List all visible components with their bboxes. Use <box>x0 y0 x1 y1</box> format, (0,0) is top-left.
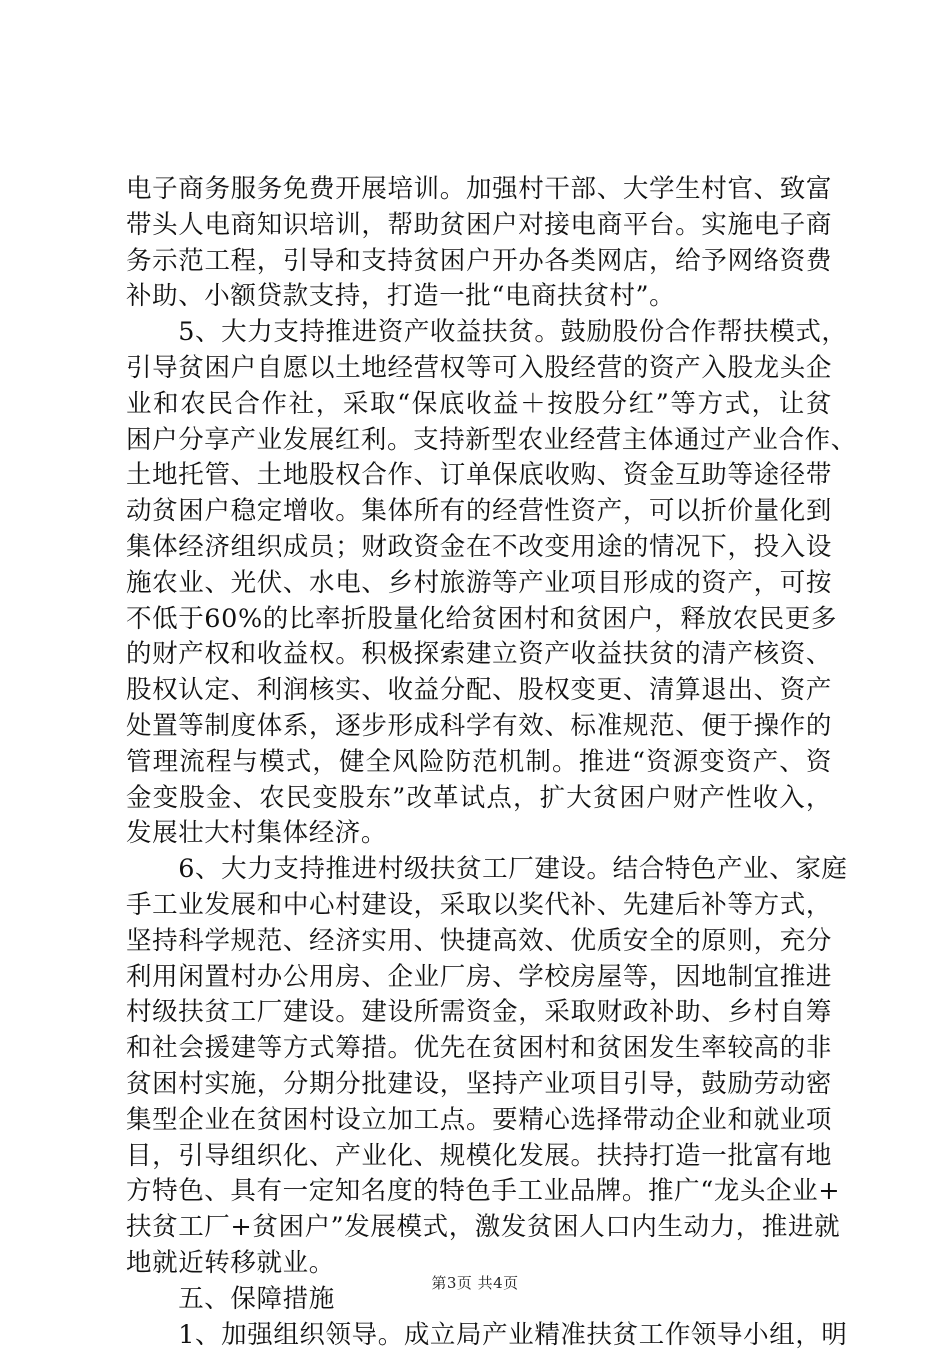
text-line: 集体经济组织成员；财政资金在不改变用途的情况下，投入设 <box>126 530 832 566</box>
text-line: 土地托管、土地股权合作、订单保底收购、资金互助等途径带 <box>126 458 832 494</box>
section-heading: 五、保障措施 <box>126 1282 832 1318</box>
text-line: 股权认定、利润核实、收益分配、股权变更、清算退出、资产 <box>126 673 832 709</box>
page-number-footer: 第3页 共4页 <box>0 1272 950 1293</box>
text-line: 的财产权和收益权。积极探索建立资产收益扶贫的清产核资、 <box>126 637 832 673</box>
text-line: 金变股金、农民变股东”改革试点，扩大贫困户财产性收入， <box>126 781 832 817</box>
text-line: 坚持科学规范、经济实用、快捷高效、优质安全的原则，充分 <box>126 924 832 960</box>
document-body <box>126 172 832 1353</box>
text-line: 贫困村实施，分期分批建设，坚持产业项目引导，鼓励劳动密 <box>126 1067 832 1103</box>
text-line: 业和农民合作社，采取“保底收益＋按股分红”等方式，让贫 <box>126 387 832 423</box>
text-line: 不低于60%的比率折股量化给贫困村和贫困户，释放农民更多 <box>126 602 832 638</box>
paragraph-6-heading-line: 6、大力支持推进村级扶贫工厂建设。结合特色产业、家庭 <box>126 852 832 888</box>
text-line: 和社会援建等方式筹措。优先在贫困村和贫困发生率较高的非 <box>126 1031 832 1067</box>
text-line: 发展壮大村集体经济。 <box>126 816 832 852</box>
text-line: 困户分享产业发展红利。支持新型农业经营主体通过产业合作、 <box>126 423 832 459</box>
text-line: 方特色、具有一定知名度的特色手工业品牌。推广“龙头企业+ <box>126 1174 832 1210</box>
text-line: 务示范工程，引导和支持贫困户开办各类网店，给予网络资费 <box>126 244 832 280</box>
text-line: 引导贫困户自愿以土地经营权等可入股经营的资产入股龙头企 <box>126 351 832 387</box>
text-line: 1、加强组织领导。成立局产业精准扶贫工作领导小组，明 <box>126 1318 832 1353</box>
text-line: 动贫困户稳定增收。集体所有的经营性资产，可以折价量化到 <box>126 494 832 530</box>
text-line: 管理流程与模式，健全风险防范机制。推进“资源变资产、资 <box>126 745 832 781</box>
text-line: 电子商务服务免费开展培训。加强村干部、大学生村官、致富 <box>126 172 832 208</box>
text-line: 集型企业在贫困村设立加工点。要精心选择带动企业和就业项 <box>126 1103 832 1139</box>
text-line: 施农业、光伏、水电、乡村旅游等产业项目形成的资产，可按 <box>126 566 832 602</box>
text-line: 带头人电商知识培训，帮助贫困户对接电商平台。实施电子商 <box>126 208 832 244</box>
text-line: 补助、小额贷款支持，打造一批“电商扶贫村”。 <box>126 279 832 315</box>
text-line: 手工业发展和中心村建设，采取以奖代补、先建后补等方式， <box>126 888 832 924</box>
paragraph-5-heading-line: 5、大力支持推进资产收益扶贫。鼓励股份合作帮扶模式， <box>126 315 832 351</box>
text-line: 村级扶贫工厂建设。建设所需资金，采取财政补助、乡村自筹 <box>126 995 832 1031</box>
text-line: 地就近转移就业。 <box>126 1246 832 1282</box>
text-line: 处置等制度体系，逐步形成科学有效、标准规范、便于操作的 <box>126 709 832 745</box>
text-line: 目，引导组织化、产业化、规模化发展。扶持打造一批富有地 <box>126 1139 832 1175</box>
text-line: 利用闲置村办公用房、企业厂房、学校房屋等，因地制宜推进 <box>126 960 832 996</box>
text-line: 扶贫工厂+贫困户”发展模式，激发贫困人口内生动力，推进就 <box>126 1210 832 1246</box>
